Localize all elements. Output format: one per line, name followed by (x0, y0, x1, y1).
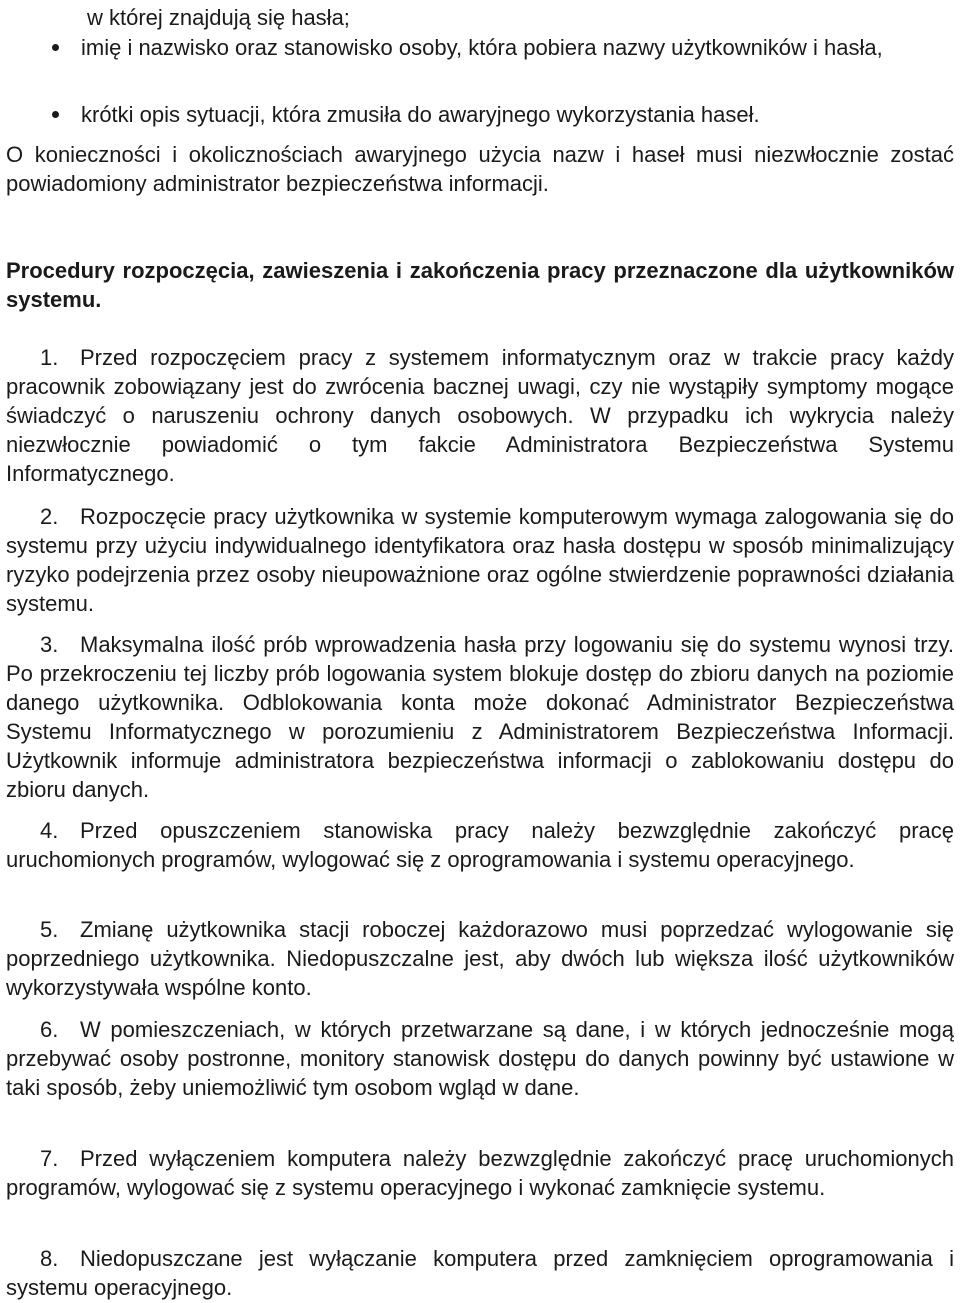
item-number: 2. (40, 504, 59, 529)
list-item (6, 816, 954, 874)
item-text: Zmianę użytkownika stacji roboczej każdorazowo musi poprzedzać wylogowanie się poprzedniego użytkownika. Niedopuszczalne jest, aby dwóch lub większa ilość użytkowników wykorzystywała wspólne konto. (6, 917, 954, 1000)
item-text: Przed opuszczeniem stanowiska pracy należy bezwzględnie zakończyć pracę uruchomionych programów, wylogować się z oprogramowania i systemu operacyjnego. (6, 818, 954, 872)
item-number: 3. (40, 632, 59, 657)
list-item (6, 343, 954, 488)
item-text: Przed wyłączeniem komputera należy bezwzględnie zakończyć pracę uruchomionych programów, wylogować się z systemu operacyjnego i wykonać zamknięcie systemu. (6, 1146, 954, 1200)
item-number: 4. (40, 818, 59, 843)
bullet-dot-icon (52, 44, 59, 51)
list-item (6, 1015, 954, 1102)
list-item (6, 915, 954, 1002)
item-text: Niedopuszczane jest wyłączanie komputera przed zamknięciem oprogramowania i systemu operacyjnego. (6, 1246, 954, 1300)
item-number: 5. (40, 917, 59, 942)
item-text: Przed rozpoczęciem pracy z systemem informatycznym oraz w trakcie pracy każdy pracownik zobowiązany jest do zwrócenia bacznej uwagi, czy nie wystąpiły symptomy mogące świadczyć o naruszeniu ochrony danych osobowych. W przypadku ich wykrycia należy niezwłocznie powiadomić o tym fakcie Administratora Bezpieczeństwa Systemu Informatycznego. (6, 345, 954, 486)
bullet-text: krótki opis sytuacji, która zmusiła do awaryjnego wykorzystania haseł. (81, 102, 760, 127)
item-number: 7. (40, 1146, 59, 1171)
notice-paragraph: O konieczności i okolicznościach awaryjnego użycia nazw i haseł musi niezwłocznie zostać powiadomiony administrator bezpieczeństwa informacji. (6, 142, 954, 196)
list-item (6, 630, 954, 804)
item-text: Maksymalna ilość prób wprowadzenia hasła przy logowaniu się do systemu wynosi trzy. Po przekroczeniu tej liczby prób logowania system blokuje dostęp do zbioru danych na poziomie danego użytkownika. Odblokowania konta może dokonać Administrator Bezpieczeństwa Systemu Informatycznego w porozumieniu z Administratorem Bezpieczeństwa Informacji. Użytkownik informuje administratora bezpieczeństwa informacji o zablokowaniu dostępu do zbioru danych. (6, 632, 954, 802)
item-number: 6. (40, 1017, 59, 1042)
bullet-continuation: w której znajdują się hasła; (87, 5, 350, 30)
item-number: 1. (40, 345, 59, 370)
item-number: 8. (40, 1246, 59, 1271)
bullet-dot-icon (52, 111, 59, 118)
section-heading: Procedury rozpoczęcia, zawieszenia i zakończenia pracy przeznaczone dla użytkowników systemu. (6, 258, 954, 312)
item-text: Rozpoczęcie pracy użytkownika w systemie komputerowym wymaga zalogowania się do systemu przy użyciu indywidualnego identyfikatora oraz hasła dostępu w sposób minimalizujący ryzyko podejrzenia przez osoby nieupoważnione oraz ogólne stwierdzenie poprawności działania systemu. (6, 504, 954, 616)
item-text: W pomieszczeniach, w których przetwarzane są dane, i w których jednocześnie mogą przebywać osoby postronne, monitory stanowisk dostępu do danych powinny być ustawione w taki sposób, żeby uniemożliwić tym osobom wgląd w dane. (6, 1017, 954, 1100)
list-item (6, 1244, 954, 1302)
bullet-text: imię i nazwisko oraz stanowisko osoby, która pobiera nazwy użytkowników i hasła, (81, 35, 883, 60)
list-item (6, 502, 954, 618)
list-item (6, 1144, 954, 1202)
